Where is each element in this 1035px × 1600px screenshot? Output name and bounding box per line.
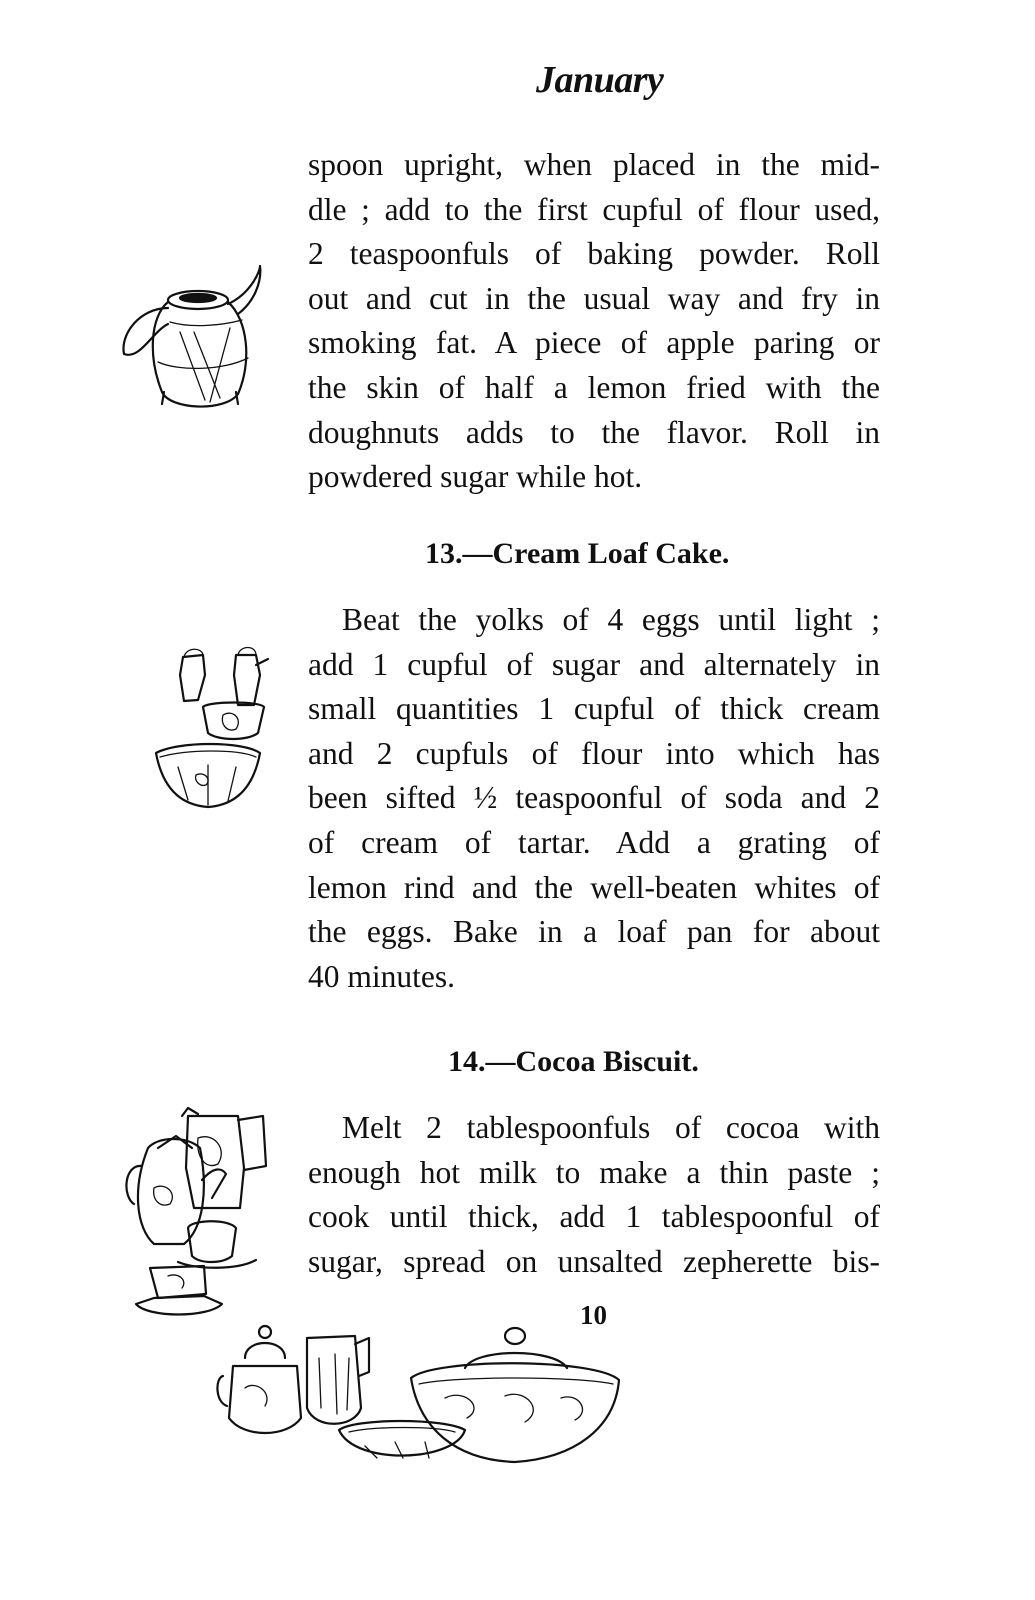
text-line: dle ; add to the first cupful of flour used, bbox=[308, 191, 880, 227]
text-line: lemon rind and the well-beaten whites of bbox=[308, 869, 880, 905]
text-line: 2 teaspoonfuls of baking powder. Roll bbox=[308, 236, 880, 272]
text-line: smoking fat. A piece of apple paring or bbox=[308, 325, 880, 361]
text-line: the eggs. Bake in a loaf pan for about bbox=[308, 914, 880, 950]
text-line: spoon upright, when placed in the mid- bbox=[308, 147, 880, 182]
text-line: small quantities 1 cupful of thick cream bbox=[308, 691, 880, 727]
text-line: out and cut in the usual way and fry in bbox=[308, 280, 880, 316]
text-line: enough hot milk to make a thin paste ; bbox=[308, 1154, 880, 1190]
text-line: add 1 cupful of sugar and alternately in bbox=[308, 646, 880, 682]
tea-set-illustration bbox=[118, 1108, 283, 1328]
recipe-14-heading: 14.—Cocoa Biscuit. bbox=[448, 1045, 699, 1078]
dishes-row-illustration bbox=[215, 1318, 625, 1488]
continuation-paragraph bbox=[308, 143, 880, 500]
bean-pot-illustration bbox=[110, 262, 280, 422]
recipe-13-paragraph bbox=[308, 598, 880, 999]
text-line: the skin of half a lemon fried with the bbox=[308, 369, 880, 405]
text-line: sugar, spread on unsalted zepherette bis- bbox=[308, 1243, 880, 1279]
shakers-and-bowl-illustration bbox=[148, 645, 273, 815]
text-line: been sifted ½ teaspoonful of soda and 2 bbox=[308, 780, 880, 816]
text-line: cook until thick, add 1 tablespoonful of bbox=[308, 1199, 880, 1235]
running-head: January bbox=[536, 59, 664, 101]
text-line: doughnuts adds to the flavor. Roll in bbox=[308, 414, 880, 450]
recipe-13-heading: 13.—Cream Loaf Cake. bbox=[425, 537, 730, 570]
text-line: Beat the yolks of 4 eggs until light ; bbox=[342, 602, 880, 637]
recipe-14-paragraph bbox=[308, 1106, 880, 1284]
page-number: 10 bbox=[580, 1300, 607, 1330]
text-line: powdered sugar while hot. bbox=[308, 459, 643, 495]
text-line: Melt 2 tablespoonfuls of cocoa with bbox=[342, 1110, 880, 1145]
text-line: 40 minutes. bbox=[308, 958, 455, 994]
text-line: of cream of tartar. Add a grating of bbox=[308, 824, 880, 860]
text-line: and 2 cupfuls of flour into which has bbox=[308, 735, 880, 771]
